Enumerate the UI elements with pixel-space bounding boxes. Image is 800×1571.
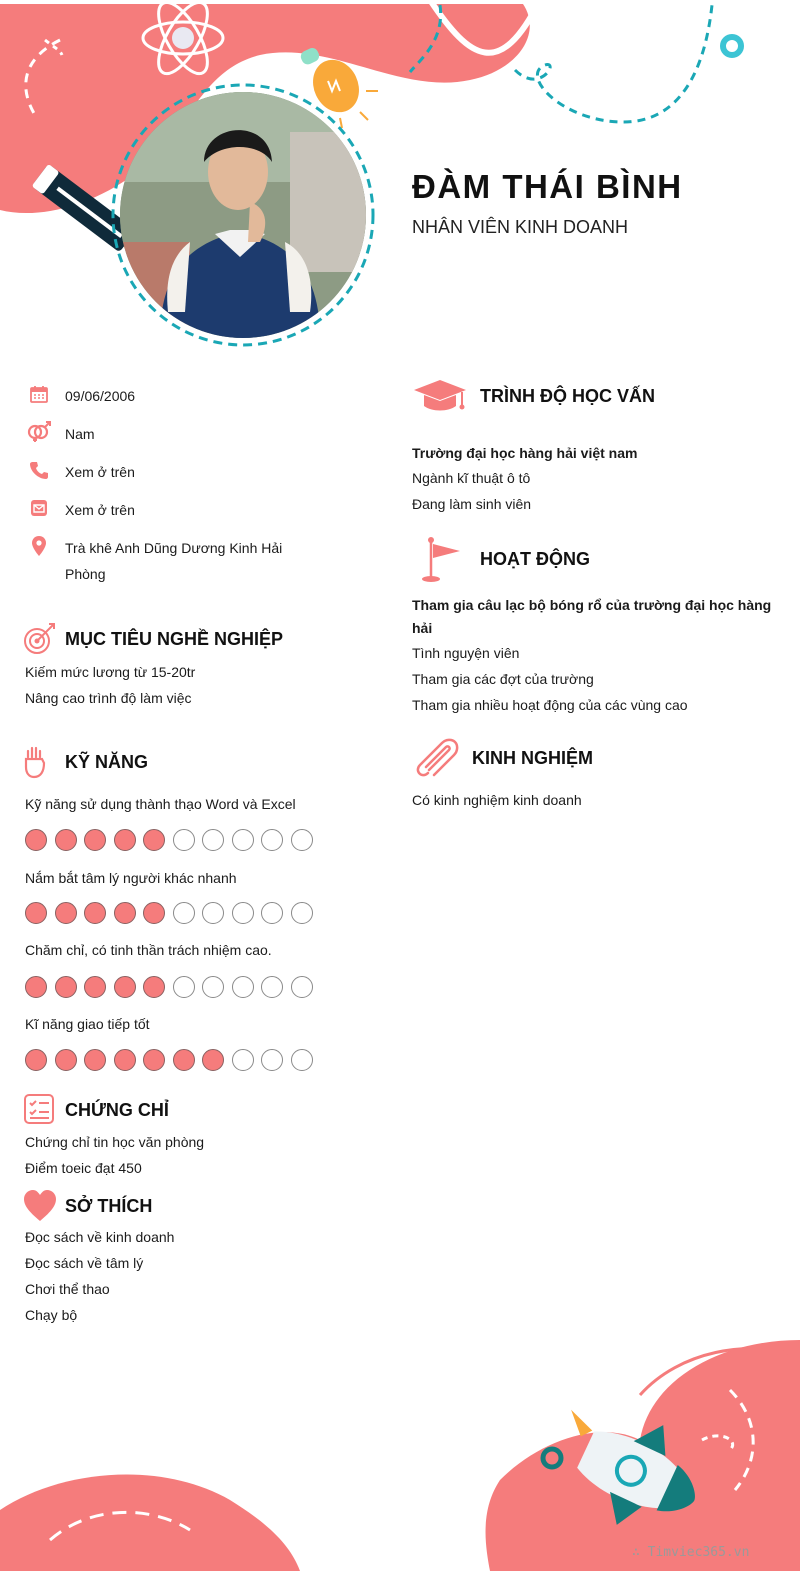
rating-dot-empty xyxy=(173,829,195,851)
skill-rating xyxy=(25,902,313,924)
rating-dot-filled xyxy=(143,829,165,851)
rating-dot-empty xyxy=(202,902,224,924)
rating-dot-filled xyxy=(114,829,136,851)
rating-dot-filled xyxy=(55,976,77,998)
rating-dot-filled xyxy=(114,902,136,924)
rating-dot-empty xyxy=(261,902,283,924)
rating-dot-empty xyxy=(291,829,313,851)
education-major: Ngành kĩ thuật ô tô xyxy=(412,470,531,486)
skills-title: KỸ NĂNG xyxy=(65,751,149,772)
phone-value: Xem ở trên xyxy=(65,464,135,480)
candidate-role: NHÂN VIÊN KINH DOANH xyxy=(412,217,629,237)
hobbies-title: SỞ THÍCH xyxy=(65,1195,153,1216)
rating-dot-filled xyxy=(25,976,47,998)
watermark: ∴ Timviec365.vn xyxy=(632,1545,750,1560)
candidate-name: ĐÀM THÁI BÌNH xyxy=(412,168,683,205)
skill-rating xyxy=(25,976,313,998)
education-header xyxy=(412,378,655,414)
hand-icon xyxy=(22,745,58,779)
skill-label: Kĩ năng giao tiếp tốt xyxy=(25,1016,150,1032)
skills-header xyxy=(22,745,148,779)
info-email xyxy=(25,497,305,523)
education-status: Đang làm sinh viên xyxy=(412,496,532,512)
bottom-left-blob xyxy=(0,1475,300,1571)
avatar-photo xyxy=(120,92,366,338)
skill-rating xyxy=(25,829,313,851)
rating-dot-empty xyxy=(202,976,224,998)
objective-title: MỤC TIÊU NGHỀ NGHIỆP xyxy=(65,628,284,649)
experience-header xyxy=(414,737,593,779)
rating-dot-filled xyxy=(143,1049,165,1071)
checklist-icon xyxy=(22,1093,58,1127)
certificates-header xyxy=(22,1093,169,1127)
rating-dot-filled xyxy=(114,1049,136,1071)
rating-dot-filled xyxy=(84,976,106,998)
certificate-item: Chứng chỉ tin học văn phòng xyxy=(25,1134,205,1150)
rating-dot-empty xyxy=(261,829,283,851)
education-school: Trường đại học hàng hải việt nam xyxy=(412,445,638,461)
objective-item: Nâng cao trình độ làm việc xyxy=(25,690,192,706)
rating-dot-filled xyxy=(84,829,106,851)
experience-title: KINH NGHIỆM xyxy=(472,747,593,768)
heart-icon xyxy=(22,1189,58,1223)
location-pin-icon xyxy=(25,535,53,557)
rating-dot-empty xyxy=(202,829,224,851)
activities-title: HOẠT ĐỘNG xyxy=(480,548,590,569)
activity-item: Tham gia các đợt của trường xyxy=(412,671,594,687)
rating-dot-filled xyxy=(25,902,47,924)
skill-label: Kỹ năng sử dụng thành thạo Word và Excel xyxy=(25,796,296,812)
rating-dot-filled xyxy=(143,902,165,924)
hobby-item: Chơi thể thao xyxy=(25,1281,110,1297)
objective-item: Kiếm mức lương từ 15-20tr xyxy=(25,664,196,680)
calendar-icon xyxy=(25,383,53,405)
rating-dot-empty xyxy=(291,976,313,998)
rating-dot-filled xyxy=(55,1049,77,1071)
avatar xyxy=(120,92,366,338)
rating-dot-filled xyxy=(55,829,77,851)
hobby-item: Đọc sách về tâm lý xyxy=(25,1255,144,1271)
skill-label: Chăm chỉ, có tinh thần trách nhiệm cao. xyxy=(25,942,272,958)
email-value: Xem ở trên xyxy=(65,502,135,518)
address-value: Trà khê Anh Dũng Dương Kinh Hải Phòng xyxy=(65,540,283,582)
education-title: TRÌNH ĐỘ HỌC VẤN xyxy=(480,385,655,406)
info-gender xyxy=(25,421,305,447)
activities-header xyxy=(418,536,590,582)
rating-dot-filled xyxy=(173,1049,195,1071)
rating-dot-filled xyxy=(202,1049,224,1071)
graduation-cap-icon xyxy=(412,378,468,414)
avatar-frame xyxy=(110,82,376,348)
info-phone xyxy=(25,459,305,485)
rating-dot-empty xyxy=(232,976,254,998)
gender-icon xyxy=(25,421,53,443)
flag-icon xyxy=(418,536,468,582)
activity-item: Tham gia nhiều hoạt động của các vùng cao xyxy=(412,697,688,713)
hobby-item: Chạy bộ xyxy=(25,1307,78,1323)
experience-item: Có kinh nghiệm kinh doanh xyxy=(412,792,582,808)
rating-dot-filled xyxy=(84,1049,106,1071)
rating-dot-empty xyxy=(232,829,254,851)
rating-dot-empty xyxy=(232,1049,254,1071)
info-address xyxy=(25,535,305,587)
rating-dot-empty xyxy=(173,902,195,924)
rating-dot-filled xyxy=(114,976,136,998)
skill-rating xyxy=(25,1049,313,1071)
gender-value: Nam xyxy=(65,426,95,442)
activities-headline: Tham gia câu lạc bộ bóng rổ của trường đại học hàng hải xyxy=(412,597,772,636)
hobby-item: Đọc sách về kinh doanh xyxy=(25,1229,175,1245)
rating-dot-filled xyxy=(25,829,47,851)
certificates-title: CHỨNG CHỈ xyxy=(65,1099,169,1120)
rating-dot-filled xyxy=(143,976,165,998)
rating-dot-filled xyxy=(84,902,106,924)
certificate-item: Điểm toeic đạt 450 xyxy=(25,1160,142,1176)
rating-dot-empty xyxy=(173,976,195,998)
email-icon xyxy=(25,497,53,519)
birthday-value: 09/06/2006 xyxy=(65,388,136,404)
phone-icon xyxy=(25,459,53,481)
rating-dot-empty xyxy=(291,902,313,924)
rating-dot-empty xyxy=(291,1049,313,1071)
target-icon xyxy=(22,622,58,656)
info-birthday xyxy=(25,383,305,409)
rating-dot-filled xyxy=(25,1049,47,1071)
rating-dot-empty xyxy=(232,902,254,924)
rating-dot-empty xyxy=(261,976,283,998)
objective-header xyxy=(22,622,283,656)
rating-dot-empty xyxy=(261,1049,283,1071)
ring-icon xyxy=(723,37,741,55)
skill-label: Nắm bắt tâm lý người khác nhanh xyxy=(25,870,237,886)
rating-dot-filled xyxy=(55,902,77,924)
activity-item: Tình nguyện viên xyxy=(412,645,520,661)
paperclip-icon xyxy=(414,737,460,779)
hobbies-header xyxy=(22,1189,152,1223)
